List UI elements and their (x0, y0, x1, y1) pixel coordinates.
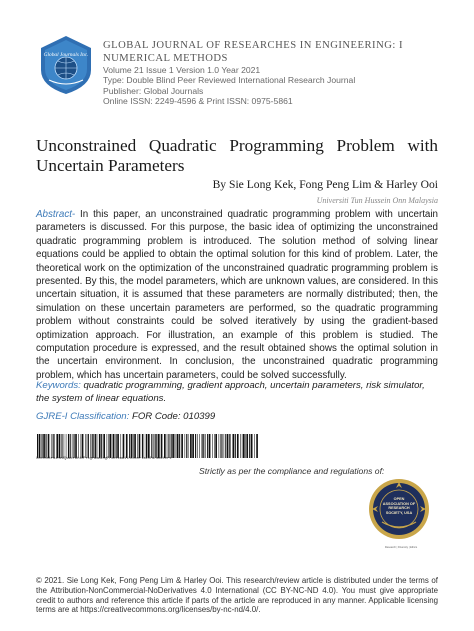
barcode-bar (240, 434, 241, 458)
abstract-label: Abstract- (36, 209, 76, 220)
barcode-bar (56, 434, 58, 458)
barcode-bar (158, 434, 160, 458)
barcode-bar (126, 434, 128, 458)
journal-title-line1: GLOBAL JOURNAL OF RESEARCHES IN ENGINEERING: I (103, 40, 403, 51)
global-journals-logo (37, 34, 95, 96)
barcode-bar (230, 434, 231, 458)
license-statement: © 2021. Sie Long Kek, Fong Peng Lim & Harley Ooi. This research/review article is distributed under the terms of the Attribution-NonCommercial-NoDerivatives 4.0 International (CC BY-NC-ND 4.0). You must give appropriate credit to authors and reference this article if parts of the article are reproduced in any manner. Applicable licensing terms are at https://creativecommons.org/licenses/by-nc-nd/4.0/. (36, 576, 438, 615)
barcode-bar (99, 434, 101, 458)
barcode-bar (254, 434, 255, 458)
barcode-bar (109, 434, 111, 458)
barcode-bar (101, 434, 102, 458)
barcode-bar (144, 434, 145, 458)
barcode-bar (202, 434, 203, 458)
barcode-bar (188, 434, 189, 458)
barcode-bar (66, 434, 67, 458)
abstract (36, 208, 438, 382)
classification (36, 411, 215, 422)
journal-publisher: Publisher: Global Journals (103, 85, 204, 96)
barcode-bar (87, 434, 88, 458)
barcode-bar (112, 434, 113, 458)
barcode-bar (155, 434, 156, 458)
barcode-bar (167, 434, 168, 458)
barcode (36, 434, 258, 458)
barcode-bar (39, 434, 41, 458)
barcode-bar (179, 434, 180, 458)
keywords (36, 380, 438, 405)
barcode-bar (195, 434, 196, 458)
barcode-bar (229, 434, 230, 458)
barcode-bar (90, 434, 91, 458)
barcode-bar (190, 434, 192, 458)
barcode-bar (176, 434, 177, 458)
barcode-bar (137, 434, 138, 458)
barcode-bar (153, 434, 154, 458)
barcode-bar (42, 434, 43, 458)
barcode-bar (43, 434, 45, 458)
barcode-bar (70, 434, 71, 458)
barcode-bar (37, 434, 38, 458)
keywords-label: Keywords: (36, 380, 81, 391)
barcode-bar (121, 434, 122, 458)
barcode-bar (161, 434, 163, 458)
journal-title-line2: NUMERICAL METHODS (103, 52, 228, 64)
barcode-bar (61, 434, 62, 458)
barcode-bar (219, 434, 220, 458)
barcode-bar (225, 434, 226, 458)
barcode-text: UnconstrainedQuadraticProgrammingProblemwithUncertainParameters (36, 457, 172, 461)
barcode-bar (131, 434, 133, 458)
barcode-bar (175, 434, 176, 458)
barcode-bar (129, 434, 130, 458)
barcode-bar (116, 434, 117, 458)
barcode-bar (199, 434, 200, 458)
barcode-bar (97, 434, 98, 458)
barcode-bar (72, 434, 73, 458)
barcode-bar (64, 434, 65, 458)
barcode-bar (171, 434, 172, 458)
barcode-bar (108, 434, 109, 458)
barcode-bar (68, 434, 69, 458)
barcode-bar (41, 434, 42, 458)
barcode-bar (139, 434, 141, 458)
barcode-bar (181, 434, 183, 458)
barcode-bar (209, 434, 211, 458)
barcode-bar (48, 434, 50, 458)
barcode-bar (82, 434, 84, 458)
barcode-bar (113, 434, 115, 458)
barcode-bar (164, 434, 166, 458)
barcode-bar (237, 434, 239, 458)
barcode-bar (51, 434, 52, 458)
barcode-bar (142, 434, 143, 458)
barcode-bar (205, 434, 206, 458)
journal-issn: Online ISSN: 2249-4596 & Print ISSN: 0975-5861 (103, 96, 293, 107)
seal-caption: Research | Diversity | Ethics (384, 546, 418, 549)
barcode-bar (197, 434, 198, 458)
abstract-text: In this paper, an unconstrained quadratic programming problem with uncertain parameters is discussed. For this purpose, the basic idea of optimizing the unconstrained quadratic programming problem is introduced. The solution method of solving linear equations could be applied to obtain the optimal solution for this kind of problem. Later, the theoretical work on the optimization of the unconstrained quadratic programming problem is presented. By this, the model parameters, which are unknown values, are considered. In this uncertain situation, it is assumed that these parameters are normally distributed; then, the simulation on these uncertain parameters are performed, so the quadratic programming problem without constraints could be solved iteratively by using the gradient-based optimization approach. For illustration, an example of this problem is studied. The computation procedure is expressed, and the result obtained shows the optimal solution in the uncertain environment. In conclusion, the unconstrained quadratic programming problem, which has uncertain parameters, could be solved successfully. (36, 209, 438, 381)
barcode-bar (88, 434, 89, 458)
journal-volume: Volume 21 Issue 1 Version 1.0 Year 2021 (103, 65, 261, 75)
barcode-bar (93, 434, 94, 458)
barcode-bar (177, 434, 179, 458)
classification-text: FOR Code: 010399 (129, 411, 216, 422)
barcode-bar (214, 434, 215, 458)
barcode-bar (249, 434, 250, 458)
barcode-bar (235, 434, 236, 458)
paper-title: Unconstrained Quadratic Programming Problem with Uncertain Parameters (36, 136, 438, 175)
barcode-bar (146, 434, 148, 458)
barcode-bar (207, 434, 208, 458)
barcode-bar (85, 434, 86, 458)
barcode-bar (245, 434, 246, 458)
barcode-bar (46, 434, 47, 458)
barcode-bar (220, 434, 221, 458)
barcode-bar (54, 434, 55, 458)
barcode-bar (74, 434, 75, 458)
barcode-bar (75, 434, 77, 458)
barcode-bar (233, 434, 235, 458)
barcode-bar (151, 434, 152, 458)
barcode-bar (186, 434, 187, 458)
barcode-bar (92, 434, 93, 458)
paper-affiliation: Universiti Tun Hussein Onn Malaysia (316, 196, 438, 205)
barcode-bar (185, 434, 186, 458)
barcode-bar (103, 434, 105, 458)
compliance-note: Strictly as per the compliance and regulations of: (199, 466, 385, 476)
barcode-bar (156, 434, 157, 458)
logo-text: Global Journals Inc. (43, 52, 89, 58)
barcode-bar (78, 434, 79, 458)
barcode-bar (172, 434, 174, 458)
barcode-bar (251, 434, 253, 458)
classification-label: GJRE-I Classification: (36, 411, 130, 422)
journal-header (103, 40, 463, 107)
barcode-bar (134, 434, 136, 458)
barcode-bar (107, 434, 108, 458)
barcode-bar (242, 434, 243, 458)
barcode-bar (168, 434, 169, 458)
barcode-bar (224, 434, 225, 458)
barcode-bar (117, 434, 119, 458)
paper-authors: By Sie Long Kek, Fong Peng Lim & Harley Ooi (212, 178, 438, 191)
barcode-bar (133, 434, 134, 458)
barcode-bar (215, 434, 217, 458)
barcode-bar (256, 434, 258, 458)
barcode-bar (81, 434, 82, 458)
barcode-bar (148, 434, 150, 458)
barcode-bar (123, 434, 125, 458)
barcode-bar (203, 434, 204, 458)
barcode-bar (212, 434, 213, 458)
barcode-bar (246, 434, 248, 458)
journal-type: Type: Double Blind Peer Reviewed International Research Journal (103, 75, 356, 86)
barcode-bar (221, 434, 222, 458)
barcode-bar (95, 434, 96, 458)
barcode-bar (53, 434, 54, 458)
barcode-bar (243, 434, 245, 458)
seal-text: OPEN ASSOCIATION OF RESEARCH SOCIETY, USA (382, 497, 416, 515)
barcode-bar (192, 434, 194, 458)
barcode-bar (59, 434, 61, 458)
keywords-text: quadratic programming, gradient approach, uncertain parameters, risk simulator, the system of linear equations. (36, 380, 425, 404)
barcode-bar (227, 434, 228, 458)
